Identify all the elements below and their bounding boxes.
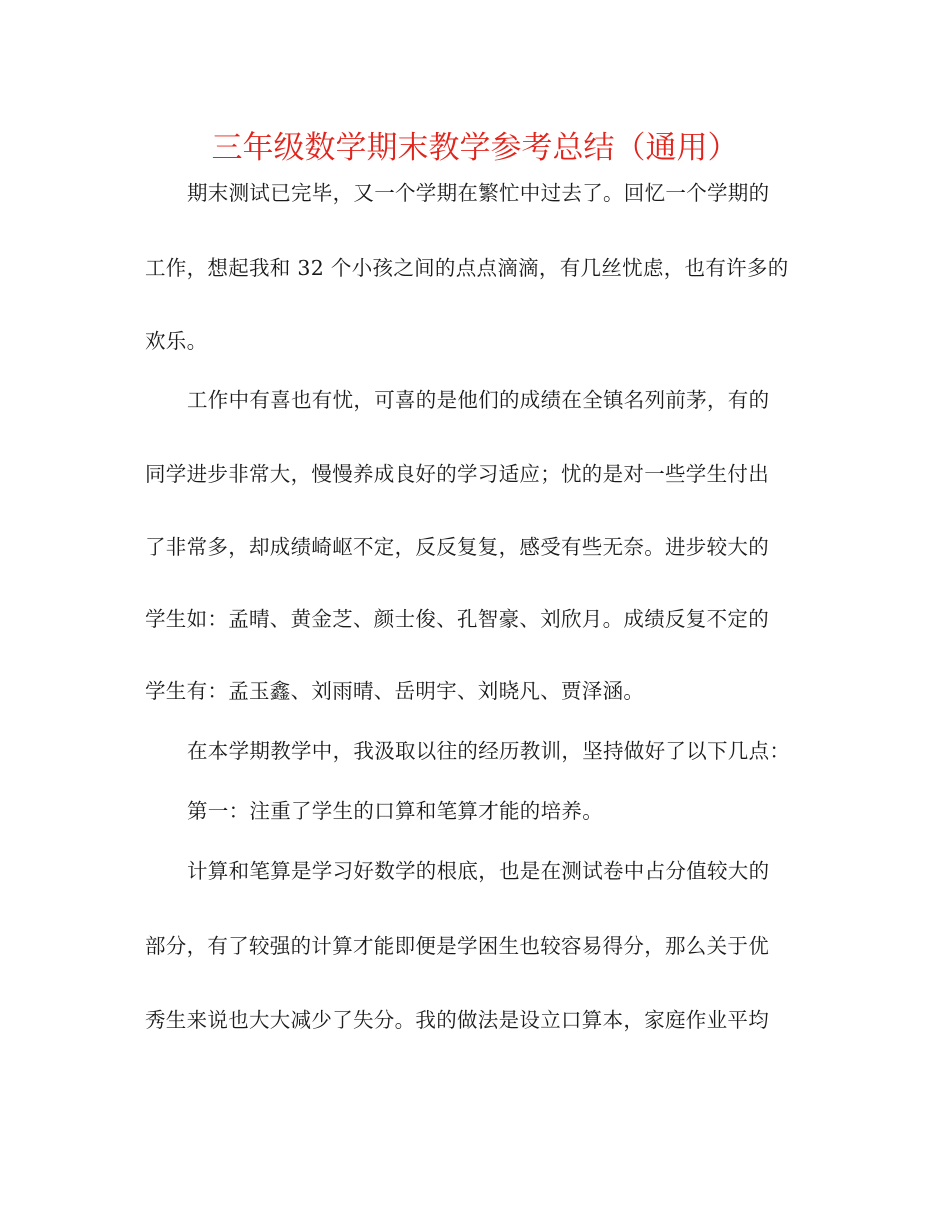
paragraph-line-9: 在本学期教学中，我汲取以往的经历教训，坚持做好了以下几点： [187,739,791,763]
paragraph-line-11: 计算和笔算是学习好数学的根底，也是在测试卷中占分值较大的 [187,859,770,883]
paragraph-line-4: 工作中有喜也有忧，可喜的是他们的成绩在全镇名列前茅，有的 [187,388,770,412]
paragraph-line-8: 学生有：孟玉鑫、刘雨晴、岳明宇、刘晓凡、贾泽涵。 [145,679,645,703]
paragraph-line-12: 部分，有了较强的计算才能即便是学困生也较容易得分，那么关于优 [145,934,769,958]
paragraph-line-7: 学生如：孟晴、黄金芝、颜士俊、孔智豪、刘欣月。成绩反复不定的 [145,607,769,631]
paragraph-line-5: 同学进步非常大，慢慢养成良好的学习适应；忧的是对一些学生付出 [145,462,769,486]
section-heading-1: 第一：注重了学生的口算和笔算才能的培养。 [187,799,603,823]
paragraph-line-6: 了非常多，却成绩崎岖不定，反反复复，感受有些无奈。进步较大的 [145,535,769,559]
paragraph-line-2: 工作，想起我和 32 个小孩之间的点点滴滴，有几丝忧虑，也有许多的 [145,256,789,280]
paragraph-line-3: 欢乐。 [145,329,208,353]
paragraph-line-13: 秀生来说也大大减少了失分。我的做法是设立口算本，家庭作业平均 [145,1008,769,1032]
paragraph-line-1: 期末测试已完毕，又一个学期在繁忙中过去了。回忆一个学期的 [187,181,770,205]
document-title: 三年级数学期末教学参考总结（通用） [211,130,739,166]
